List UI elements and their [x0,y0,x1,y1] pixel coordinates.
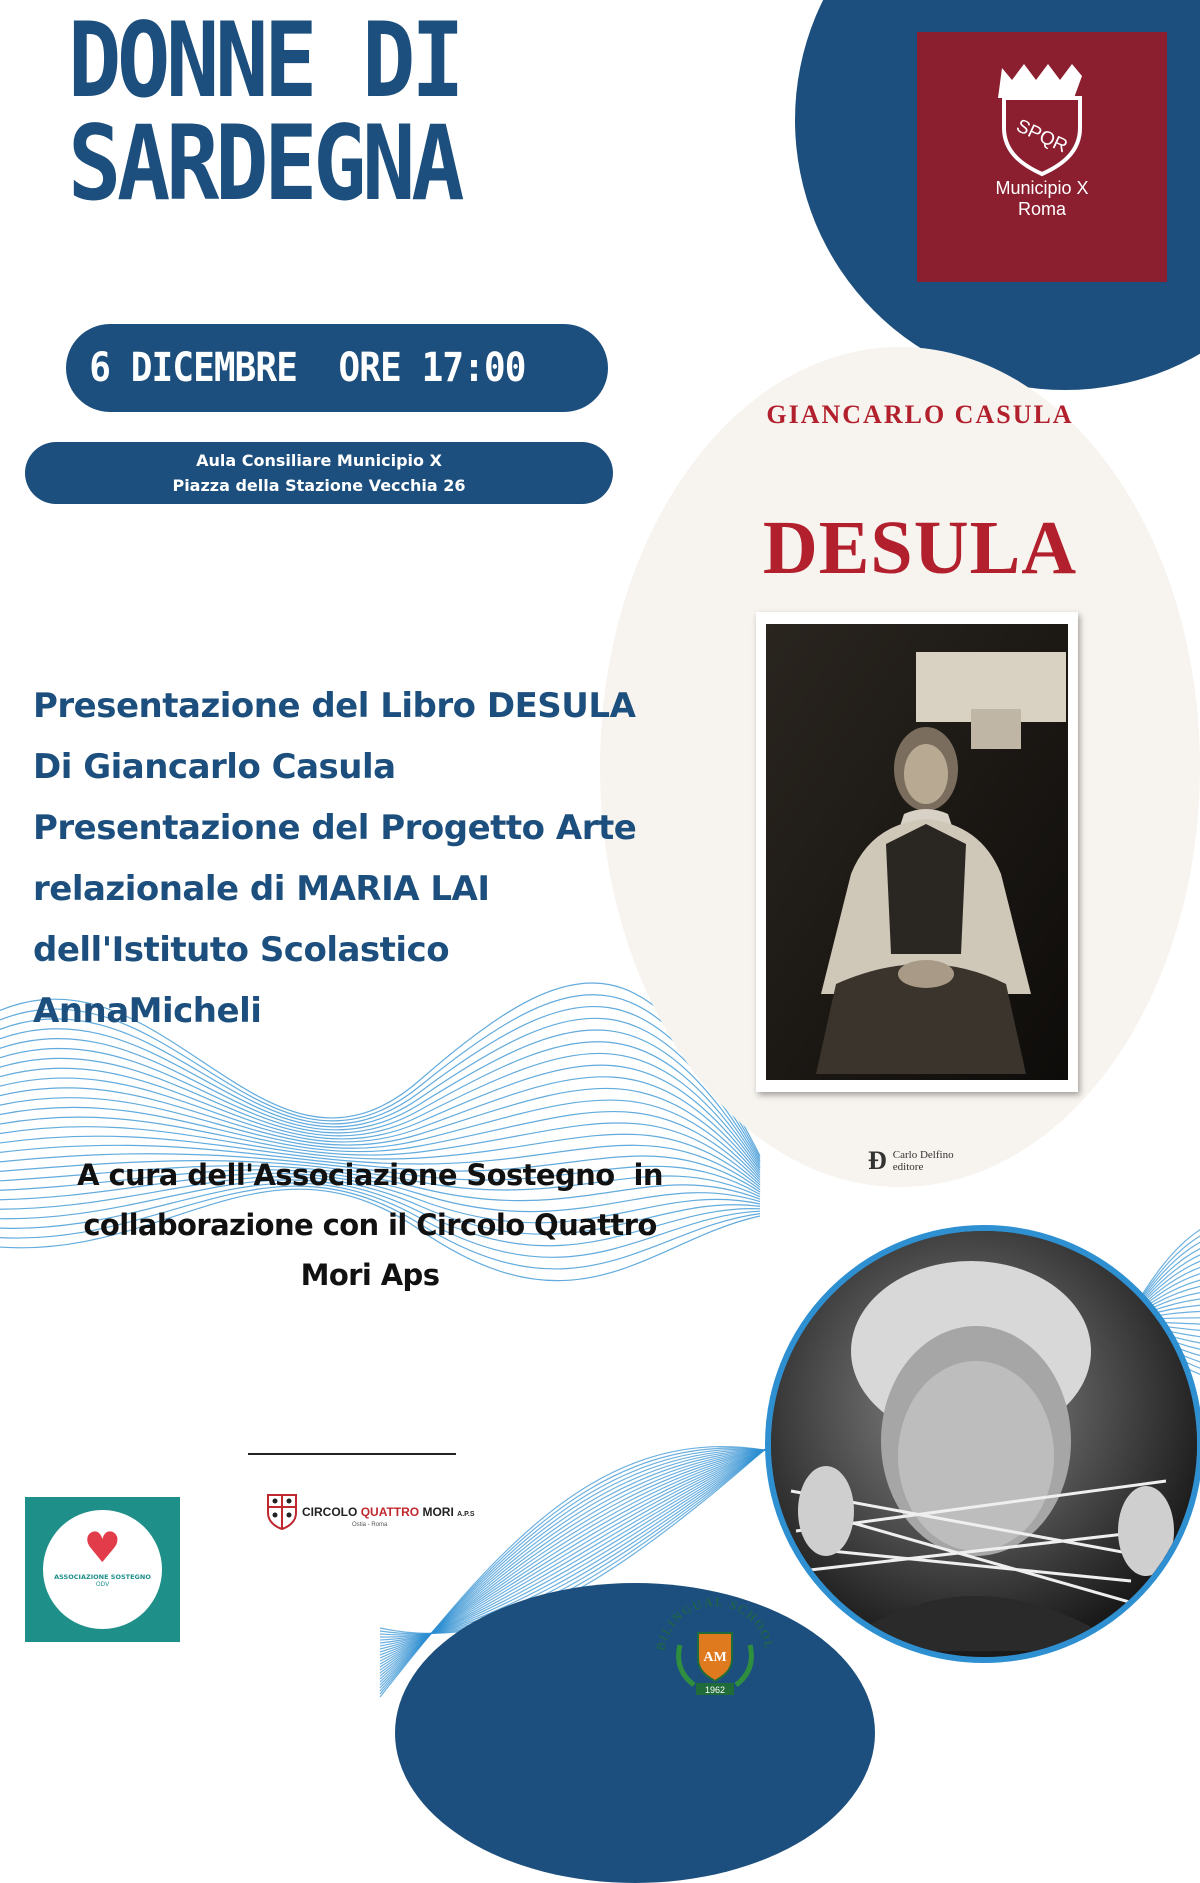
svg-text:AM: AM [703,1650,727,1665]
description-line: Presentazione del Libro DESULA [33,686,636,726]
description-line: Presentazione del Progetto Arte [33,808,637,848]
venue-line1: Aula Consiliare Municipio X [196,451,442,470]
municipio-name: Municipio X Roma [995,178,1089,219]
book-cover-photo [766,624,1068,1080]
book-cover-photo-frame [756,612,1078,1092]
credit-line: collaborazione con il Circolo Quattro [83,1208,657,1242]
credit-line: Mori Aps [300,1258,440,1292]
spqr-crest-icon [987,58,1097,178]
venue-line2: Piazza della Stazione Vecchia 26 [172,476,466,495]
svg-text:1962: 1962 [704,1685,726,1695]
date-time-pill [66,324,608,412]
publisher-sub: editore [892,1161,924,1173]
quattro-mori-crest-icon [266,1493,298,1531]
description-line: AnnaMicheli [33,991,262,1031]
bilingual-school-logo [650,1595,780,1697]
maria-lai-portrait [765,1225,1200,1663]
bottom-circle-decoration [395,1583,875,1883]
book-title: DESULA [762,506,1078,590]
portrait-photo [771,1231,1197,1657]
description-line: relazionale di MARIA LAI [33,869,490,909]
organizer-credit [25,1150,715,1300]
description-line: Di Giancarlo Casula [33,747,396,787]
date-time-text: 6 DICEMBRE ORE 17:00 [88,345,526,391]
heart-icon: ♥ [83,1523,122,1572]
description-line: dell'Istituto Scolastico [33,930,450,970]
publisher-name: Carlo Delfino [892,1149,954,1161]
circolo-quattro-mori-logo: CIRCOLO QUATTRO MORI A.P.S Ostia - Roma [266,1492,475,1532]
municipio-logo [917,32,1167,282]
associazione-sostegno-logo: ♥ ASSOCIAZIONE SOSTEGNO ODV [25,1497,180,1642]
event-description [33,676,713,1042]
svg-text:SPQR: SPQR [1012,115,1071,158]
svg-text:BILINGUAL SCHOOL: BILINGUAL SCHOOL [653,1595,777,1652]
publisher-logo [868,1146,954,1176]
publisher-mark: Đ [868,1146,887,1175]
divider-line [248,1453,456,1455]
venue-pill [25,442,613,504]
book-author: GIANCARLO CASULA [766,400,1074,429]
credit-line: A cura dell'Associazione Sostegno in [77,1158,663,1192]
page-title: DONNE DI SARDEGNA [68,1,461,224]
